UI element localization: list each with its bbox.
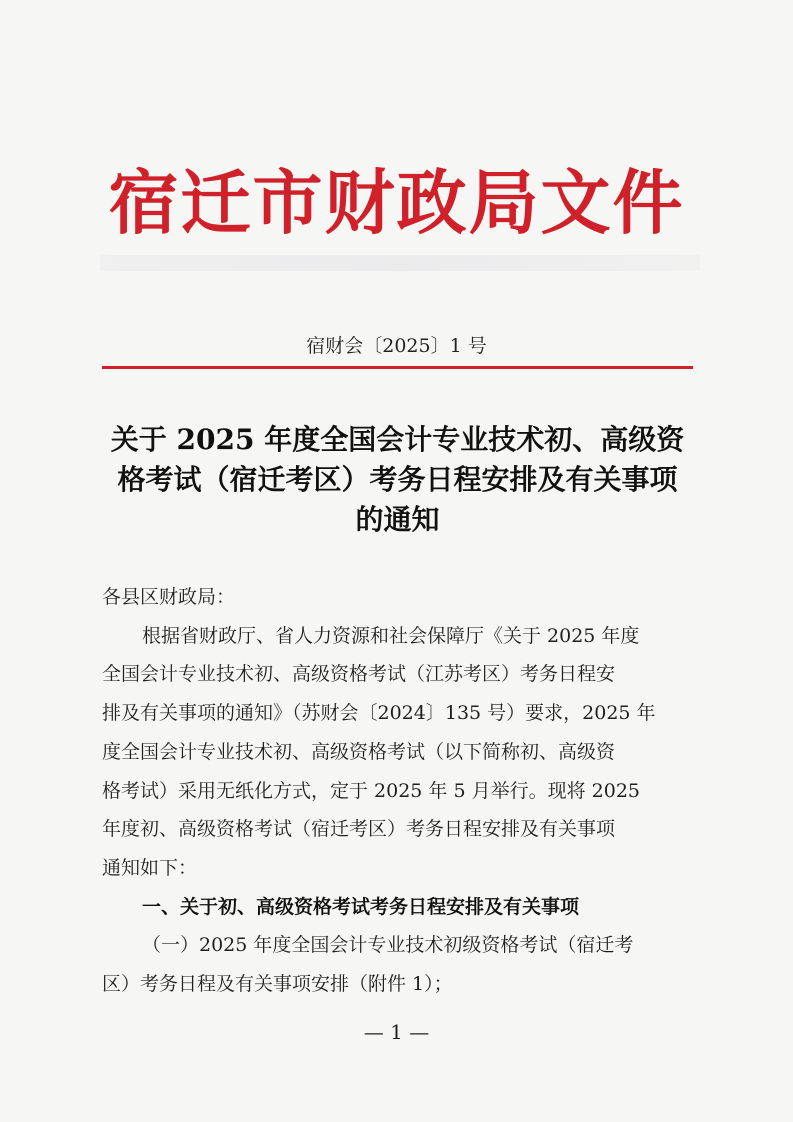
item-line: 区）考务日程及有关事项安排（附件 1）； (102, 973, 453, 996)
notice-title-line: 关于 2025 年度全国会计专业技术初、高级资 (110, 423, 685, 456)
paragraph-line: 根据省财政厅、省人力资源和社会保障厅《关于 2025 年度 (142, 624, 640, 647)
paragraph-line: 排及有关事项的通知》（苏财会〔2024〕135 号）要求，2025 年 (102, 702, 656, 725)
notice-title (102, 420, 693, 540)
salutation: 各县区财政局： (102, 586, 236, 608)
item-line: （一）2025 年度全国会计专业技术初级资格考试（宿迁考 (142, 934, 634, 957)
paragraph-line: 通知如下： (102, 856, 198, 879)
notice-title-line: 的通知 (355, 503, 440, 536)
notice-title-line: 格考试（宿迁考区）考务日程安排及有关事项 (117, 463, 678, 496)
paragraph-line: 格考试）采用无纸化方式，定于 2025 年 5 月举行。现将 2025 (102, 779, 640, 802)
document-number: 宿财会〔2025〕1 号 (306, 335, 487, 357)
section-heading: 一、关于初、高级资格考试考务日程安排及有关事项 (142, 895, 580, 918)
paragraph-line: 年度初、高级资格考试（宿迁考区）考务日程安排及有关事项 (102, 818, 616, 841)
bleed-through-shadow (100, 255, 700, 271)
red-divider-line (102, 366, 693, 369)
paragraph-line: 全国会计专业技术初、高级资格考试（江苏考区）考务日程安 (102, 663, 616, 686)
agency-header-title: 宿迁市财政局文件 (108, 161, 685, 244)
notice-body (102, 578, 693, 1004)
paragraph-line: 度全国会计专业技术初、高级资格考试（以下简称初、高级资 (102, 740, 616, 763)
page-number: — 1 — (363, 1020, 430, 1044)
